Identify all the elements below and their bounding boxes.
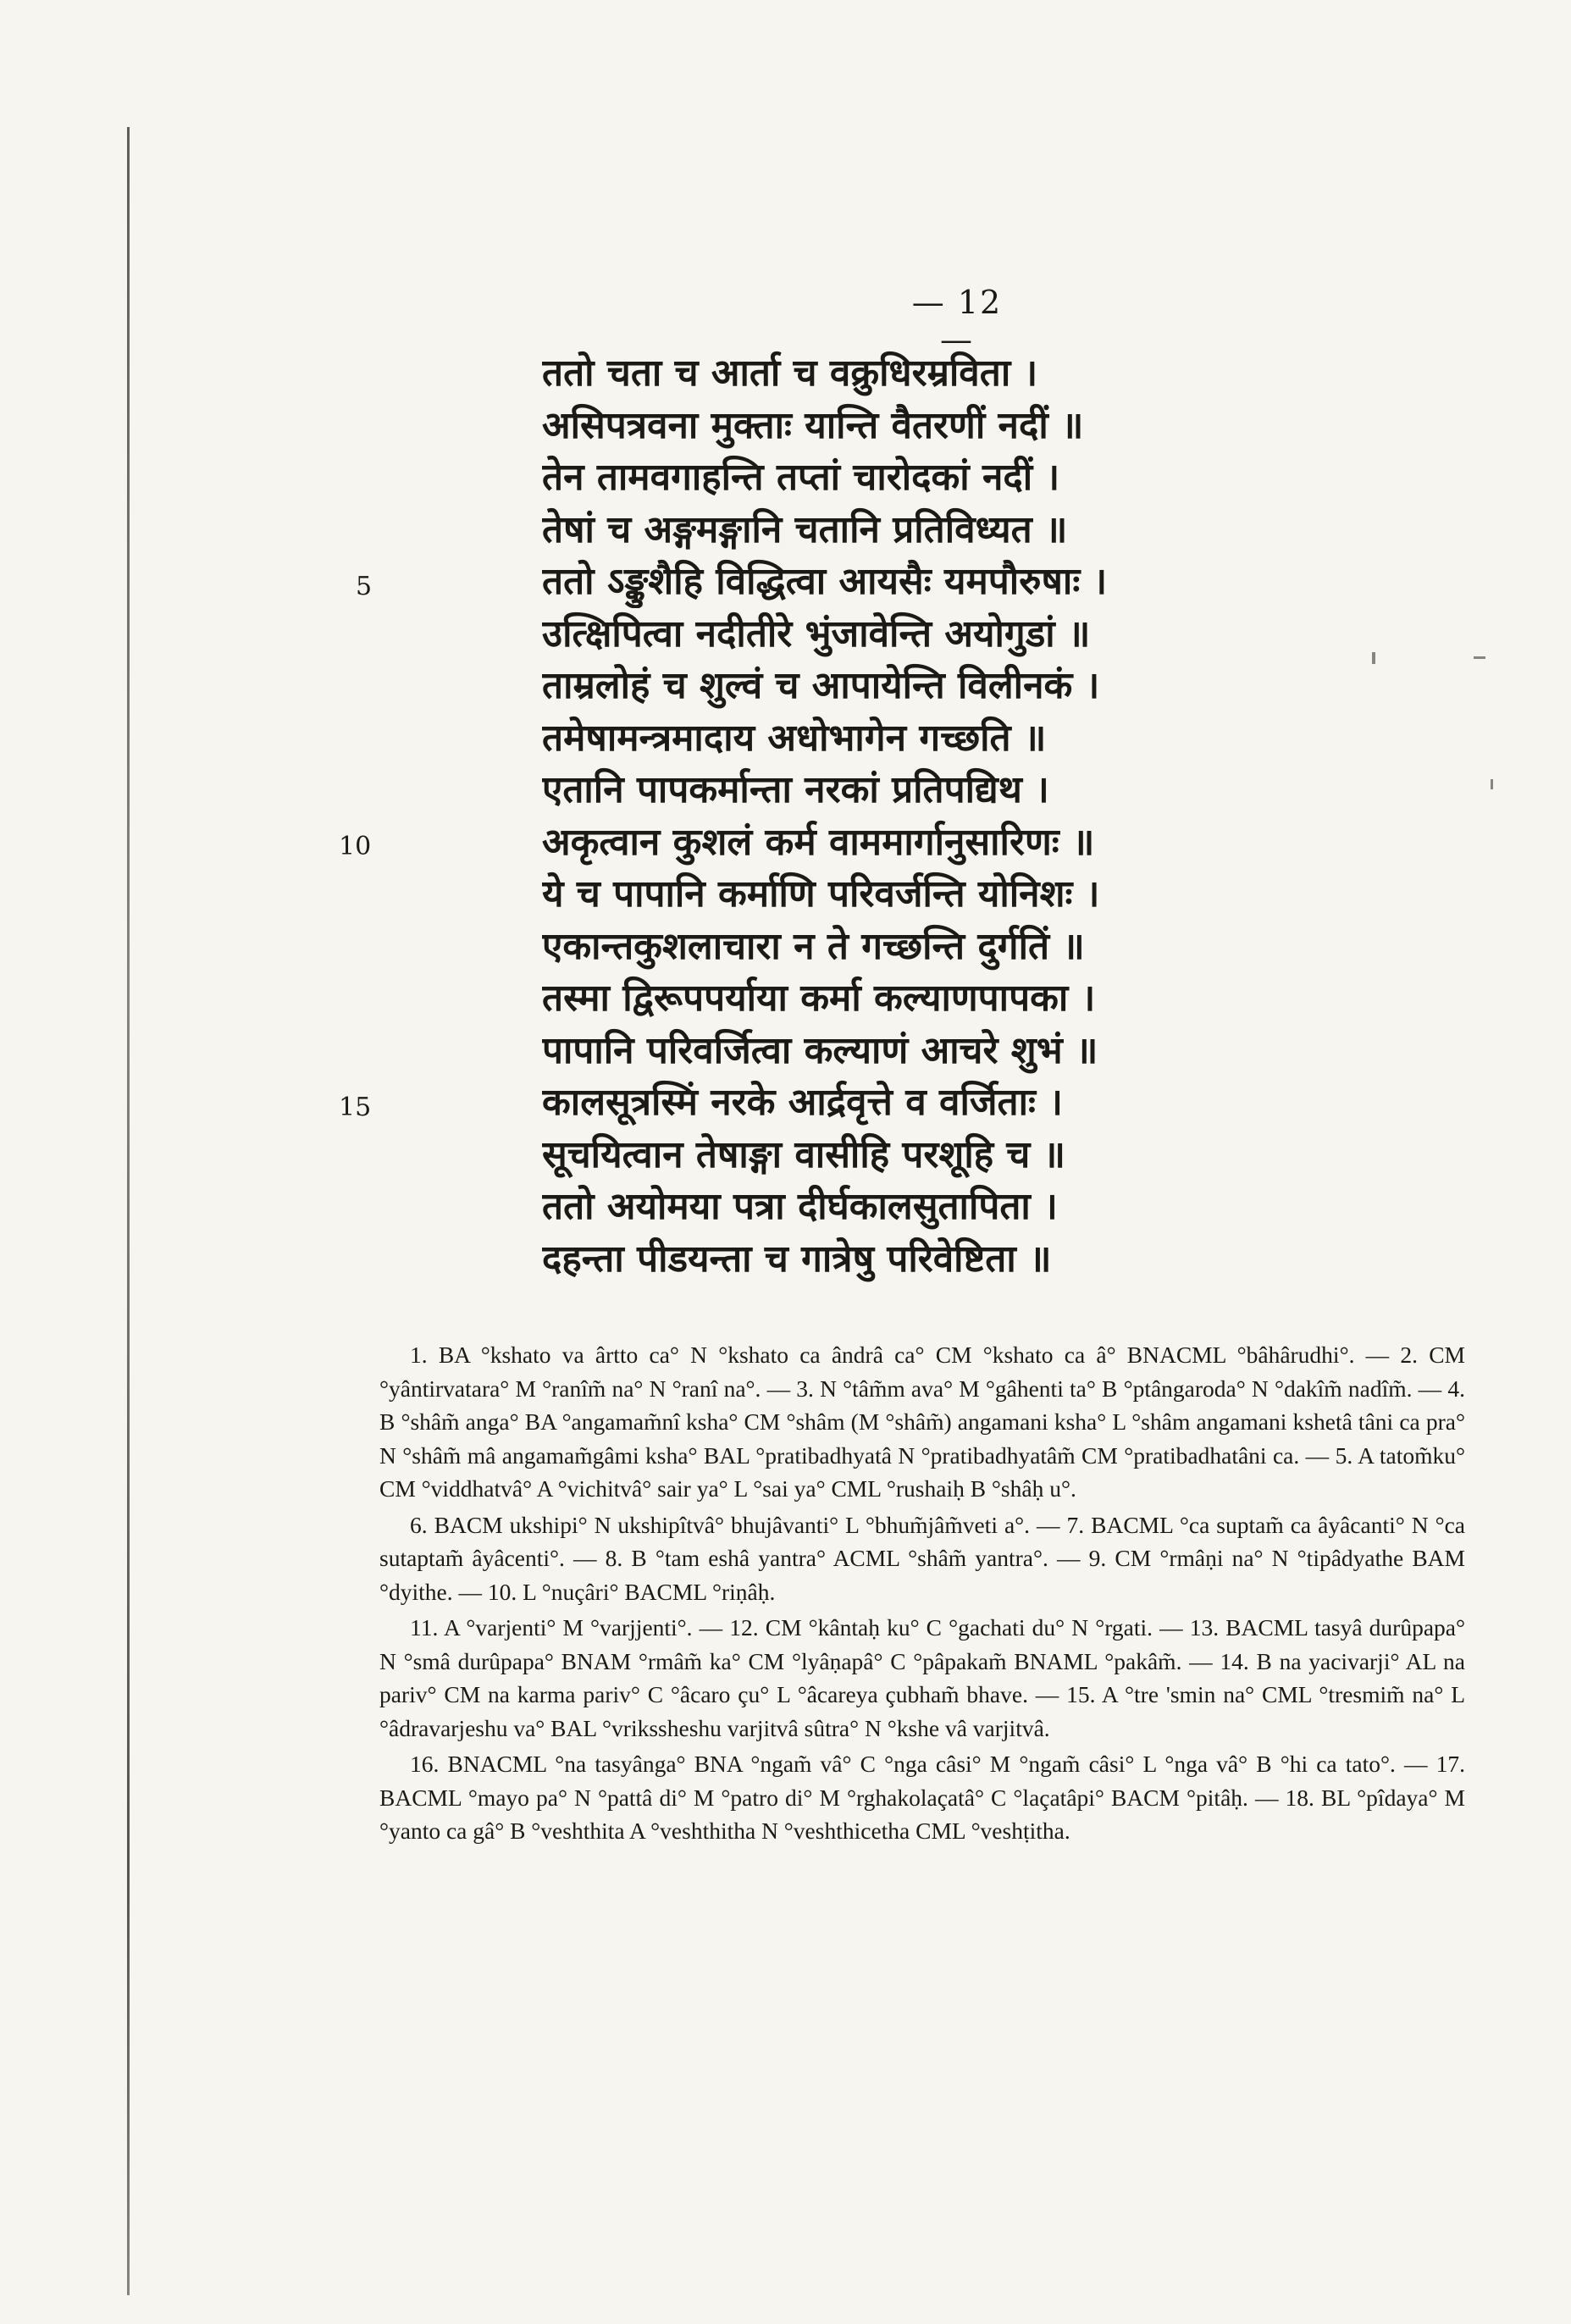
verse-line: तस्मा द्विरूपपर्याया कर्मा कल्याणपापका ।: [542, 977, 1096, 1020]
verse-line: दहन्ता पीडयन्ता च गात्रेषु परिवेष्टिता ॥: [542, 1237, 1052, 1281]
verse-line: ततो चता च आर्ता च वक्रुधिरम्रविता ।: [542, 351, 1038, 395]
verse-line: उत्क्षिपित्वा नदीतीरे भुंजावेन्ति अयोगुडां ॥: [542, 611, 1091, 656]
verse-line: सूचयित्वान तेषाङ्गा वासीहि परशूहि च ॥: [542, 1132, 1066, 1176]
verse-line: ताम्रलोहं च शुल्वं च आपायेन्ति विलीनकं ।: [542, 664, 1100, 707]
verse-line: एकान्तकुशलाचारा न ते गच्छन्ति दुर्गतिं ॥: [542, 924, 1085, 968]
verse-line: अकृत्वान कुशलं कर्म वाममार्गानुसारिणः ॥: [542, 820, 1095, 864]
verse-line: एतानि पापकर्मान्ता नरकां प्रतिपद्यिथ ।: [542, 768, 1049, 811]
page-number: — 12 —: [911, 284, 1003, 358]
verse-line: ततो ऽङ्कुशैहि विद्धित्वा आयसैः यमपौरुषाः ।: [542, 560, 1108, 603]
verse-line: ये च पापानि कर्माणि परिवर्जन्ति योनिशः ।: [542, 872, 1100, 916]
critical-apparatus: [379, 1338, 1465, 1851]
verse-line: ततो अयोमया पत्रा दीर्घकालसुतापिता ।: [542, 1185, 1058, 1228]
apparatus-note: 16. BNACML °na tasyânga° BNA °ngam̃ vâ° C °nga câsi° M °ngam̃ câsi° L °nga vâ° B °hi ca tato°. — 17. BACML °mayo pa° N °pattâ di° M °patro di° M °rghakolaçatâ° C °laçatâpi° BACM °pitâḥ. — 18. BL °pîdaya° M °yanto ca gâ° B °veshthita A °veshthitha N °veshthicetha CML °veshṭitha.: [379, 1751, 1465, 1844]
apparatus-note: 6. BACM ukshipi° N ukshipîtvâ° bhujâvanti° L °bhum̃jâm̃veti a°. — 7. BACML °ca suptam̃ ca âyâcanti° N °ca sutaptam̃ âyâcenti°. — 8. B °tam eshâ yantra° ACML °shâm̃ yantra°. — 9. CM °rmâṇi na° N °tipâdyathe BAM °dyithe. — 10. L °nuçâri° BACML °riṇâḥ.: [379, 1511, 1465, 1605]
page-binding-edge: [127, 127, 130, 2295]
verse-block: [542, 347, 1236, 1285]
print-speck: [1491, 779, 1493, 789]
apparatus-note: 11. A °varjenti° M °varjjenti°. — 12. CM °kântaḥ ku° C °gachati du° N °rgati. — 13. BACML tasyâ durûpapa° N °smâ durûpapa° BNAM °rmâm̃ ka° CM °lyâṇapâ° C °pâpakam̃ BNAML °pakâm̃. — 14. B na yacivarji° AL na pariv° CM na karma pariv° C °âcaro çu° L °âcareya çubham̃ bhave. — 15. A °tre 'smin na° CML °tresmim̃ na° L °âdravarjeshu va° BAL °vrikssheshu varjitvâ sûtra° N °kshe vâ varjitvâ.: [379, 1614, 1465, 1741]
line-number-15: 15: [339, 1093, 372, 1122]
line-number-5: 5: [356, 572, 373, 601]
print-speck: [1474, 656, 1485, 659]
print-speck: [1372, 652, 1375, 664]
verse-line: असिपत्रवना मुक्ताः यान्ति वैतरणीं नदीं ॥: [542, 403, 1084, 447]
verse-line: तमेषामन्त्रमादाय अधोभागेन गच्छति ॥: [542, 716, 1047, 760]
line-number-10: 10: [339, 832, 372, 861]
verse-line: पापानि परिवर्जित्वा कल्याणं आचरे शुभं ॥: [542, 1028, 1098, 1072]
verse-line: तेन तामवगाहन्ति तप्तां चारोदकां नदीं ।: [542, 456, 1060, 499]
apparatus-note: 1. BA °kshato va ârtto ca° N °kshato ca ândrâ ca° CM °kshato ca â° BNACML °bâhârudhi°. — 2. CM °yântirvatara° M °ranîm̃ na° N °ranî na°. — 3. N °tâm̃m ava° M °gâhenti ta° B °ptângaroda° N °dakîm̃ nadîm̃. — 4. B °shâm̃ anga° BA °angamam̃nî ksha° CM °shâm (M °shâm̃) angamani ksha° L °shâm angamani kshetâ tâni ca pra° N °shâm̃ mâ angamam̃gâmi ksha° BAL °pratibadhyatâ N °pratibadhyatâm̃ CM °pratibadhatâni ca. — 5. A tatom̃ku° CM °viddhatvâ° A °vichitvâ° sair ya° L °sai ya° CML °rushaiḥ B °shâḥ u°.: [379, 1342, 1465, 1502]
verse-line: तेषां च अङ्गमङ्गानि चतानि प्रतिविध्यत ॥: [542, 507, 1068, 551]
verse-line: कालसूत्रस्मिं नरके आर्द्रवृत्ते व वर्जिताः ।: [542, 1081, 1063, 1124]
